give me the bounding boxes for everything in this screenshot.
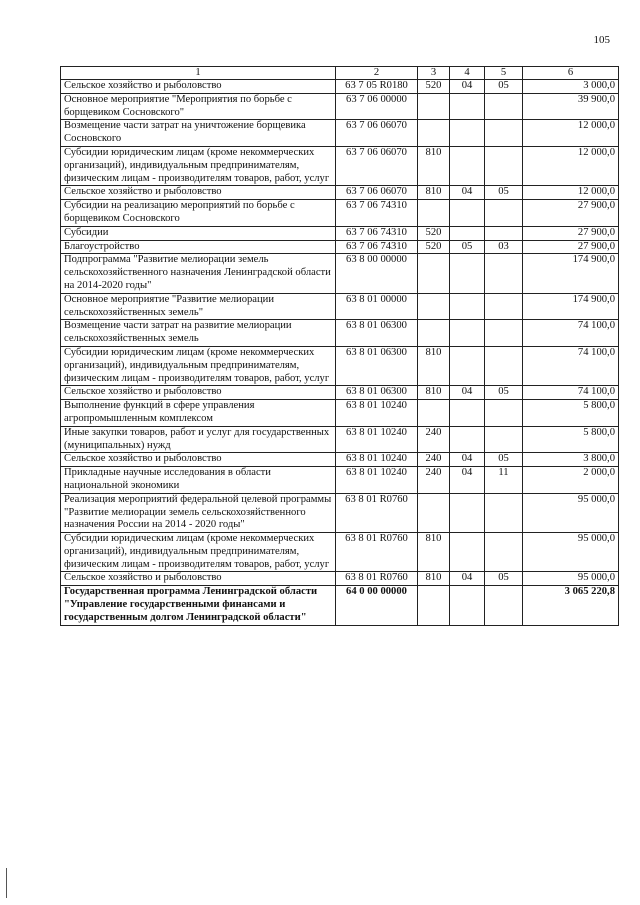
row-expense-type: 810 xyxy=(418,386,450,400)
row-section xyxy=(450,226,485,240)
row-amount: 3 000,0 xyxy=(523,80,619,94)
row-section xyxy=(450,254,485,293)
table-row xyxy=(61,240,619,254)
row-section xyxy=(450,533,485,572)
table-row xyxy=(61,200,619,227)
row-expense-type xyxy=(418,493,450,532)
row-section xyxy=(450,320,485,347)
table-row xyxy=(61,467,619,494)
column-header: 6 xyxy=(523,67,619,80)
row-code: 63 8 01 10240 xyxy=(336,400,418,427)
row-code: 63 7 06 06070 xyxy=(336,186,418,200)
budget-table xyxy=(60,66,619,626)
column-header: 3 xyxy=(418,67,450,80)
row-expense-type: 520 xyxy=(418,80,450,94)
row-subsection xyxy=(485,254,523,293)
row-name: Субсидии юридическим лицам (кроме некоммерческих организаций), индивидуальным предпринимателям, физическим лицам - производителям товаров, работ, услуг xyxy=(61,146,336,185)
table-row xyxy=(61,533,619,572)
table-row xyxy=(61,293,619,320)
row-section xyxy=(450,200,485,227)
row-subsection xyxy=(485,293,523,320)
table-row xyxy=(61,80,619,94)
row-name: Подпрограмма "Развитие мелиорации земель сельскохозяйственного назначения Ленинградской области на 2014-2020 годы" xyxy=(61,254,336,293)
row-name: Сельское хозяйство и рыболовство xyxy=(61,386,336,400)
row-code: 63 7 06 74310 xyxy=(336,240,418,254)
row-amount: 12 000,0 xyxy=(523,186,619,200)
row-name: Субсидии юридическим лицам (кроме некоммерческих организаций), индивидуальным предпринимателям, физическим лицам - производителям товаров, работ, услуг xyxy=(61,346,336,385)
row-expense-type xyxy=(418,200,450,227)
table-row xyxy=(61,254,619,293)
row-subsection: 11 xyxy=(485,467,523,494)
row-subsection: 03 xyxy=(485,240,523,254)
row-amount: 27 900,0 xyxy=(523,226,619,240)
column-number-row xyxy=(61,67,619,80)
row-section: 04 xyxy=(450,80,485,94)
row-name: Благоустройство xyxy=(61,240,336,254)
row-code: 63 7 06 74310 xyxy=(336,200,418,227)
row-amount: 74 100,0 xyxy=(523,320,619,347)
row-name: Основное мероприятие "Развитие мелиорации сельскохозяйственных земель" xyxy=(61,293,336,320)
row-amount: 27 900,0 xyxy=(523,240,619,254)
row-code: 63 8 00 00000 xyxy=(336,254,418,293)
row-name: Возмещение части затрат на уничтожение борщевика Сосновского xyxy=(61,120,336,147)
row-amount: 12 000,0 xyxy=(523,120,619,147)
row-expense-type: 520 xyxy=(418,240,450,254)
row-expense-type: 240 xyxy=(418,467,450,494)
row-subsection xyxy=(485,426,523,453)
row-code: 63 8 01 R0760 xyxy=(336,493,418,532)
table-row xyxy=(61,226,619,240)
row-subsection xyxy=(485,120,523,147)
row-expense-type xyxy=(418,586,450,625)
row-subsection xyxy=(485,400,523,427)
row-name: Субсидии юридическим лицам (кроме некоммерческих организаций), индивидуальным предпринимателям, физическим лицам - производителям товаров, работ, услуг xyxy=(61,533,336,572)
row-subsection xyxy=(485,93,523,120)
row-name: Государственная программа Ленинградской области "Управление государственными финансами и государственным долгом Ленинградской области" xyxy=(61,586,336,625)
row-section: 04 xyxy=(450,453,485,467)
row-subsection xyxy=(485,200,523,227)
row-code: 63 8 01 10240 xyxy=(336,467,418,494)
table-row xyxy=(61,426,619,453)
table-row xyxy=(61,93,619,120)
row-amount: 12 000,0 xyxy=(523,146,619,185)
column-header: 4 xyxy=(450,67,485,80)
table-row xyxy=(61,120,619,147)
table-row xyxy=(61,186,619,200)
row-name: Возмещение части затрат на развитие мелиорации сельскохозяйственных земель xyxy=(61,320,336,347)
scan-edge-mark xyxy=(6,868,7,898)
row-section xyxy=(450,493,485,532)
row-name: Реализация мероприятий федеральной целевой программы "Развитие мелиорации земель сельскохозяйственного назначения России на 2014 - 2020 годы" xyxy=(61,493,336,532)
row-subsection xyxy=(485,493,523,532)
row-section xyxy=(450,426,485,453)
row-subsection: 05 xyxy=(485,80,523,94)
row-expense-type: 810 xyxy=(418,533,450,572)
table-body xyxy=(61,80,619,626)
table-row xyxy=(61,586,619,625)
row-code: 63 7 06 06070 xyxy=(336,120,418,147)
row-name: Основное мероприятие "Мероприятия по борьбе с борщевиком Сосновского" xyxy=(61,93,336,120)
row-amount: 95 000,0 xyxy=(523,533,619,572)
row-amount: 39 900,0 xyxy=(523,93,619,120)
row-code: 63 7 06 00000 xyxy=(336,93,418,120)
row-expense-type xyxy=(418,320,450,347)
row-expense-type xyxy=(418,120,450,147)
row-code: 63 7 06 74310 xyxy=(336,226,418,240)
row-amount: 174 900,0 xyxy=(523,293,619,320)
row-amount: 27 900,0 xyxy=(523,200,619,227)
row-subsection: 05 xyxy=(485,386,523,400)
row-amount: 74 100,0 xyxy=(523,386,619,400)
row-code: 64 0 00 00000 xyxy=(336,586,418,625)
row-section xyxy=(450,146,485,185)
row-name: Выполнение функций в сфере управления агропромышленным комплексом xyxy=(61,400,336,427)
row-name: Субсидии xyxy=(61,226,336,240)
table-row xyxy=(61,386,619,400)
row-amount: 174 900,0 xyxy=(523,254,619,293)
row-subsection xyxy=(485,586,523,625)
row-code: 63 8 01 06300 xyxy=(336,346,418,385)
row-section xyxy=(450,93,485,120)
row-expense-type: 520 xyxy=(418,226,450,240)
row-section: 05 xyxy=(450,240,485,254)
table-row xyxy=(61,146,619,185)
row-code: 63 7 06 06070 xyxy=(336,146,418,185)
row-name: Сельское хозяйство и рыболовство xyxy=(61,186,336,200)
table-row xyxy=(61,453,619,467)
row-section: 04 xyxy=(450,572,485,586)
row-expense-type xyxy=(418,293,450,320)
row-expense-type: 810 xyxy=(418,186,450,200)
row-amount: 3 065 220,8 xyxy=(523,586,619,625)
row-code: 63 8 01 R0760 xyxy=(336,572,418,586)
row-section xyxy=(450,120,485,147)
table-row xyxy=(61,320,619,347)
row-section xyxy=(450,293,485,320)
row-name: Сельское хозяйство и рыболовство xyxy=(61,453,336,467)
row-amount: 95 000,0 xyxy=(523,493,619,532)
row-amount: 3 800,0 xyxy=(523,453,619,467)
row-amount: 74 100,0 xyxy=(523,346,619,385)
table-row xyxy=(61,346,619,385)
row-expense-type: 240 xyxy=(418,453,450,467)
row-subsection xyxy=(485,533,523,572)
column-header: 1 xyxy=(61,67,336,80)
row-code: 63 8 01 06300 xyxy=(336,386,418,400)
row-code: 63 8 01 00000 xyxy=(336,293,418,320)
row-expense-type: 810 xyxy=(418,572,450,586)
row-section: 04 xyxy=(450,186,485,200)
table-row xyxy=(61,493,619,532)
row-expense-type xyxy=(418,93,450,120)
row-expense-type xyxy=(418,400,450,427)
row-expense-type: 810 xyxy=(418,346,450,385)
row-section: 04 xyxy=(450,467,485,494)
row-subsection xyxy=(485,320,523,347)
table-row xyxy=(61,572,619,586)
row-amount: 5 800,0 xyxy=(523,400,619,427)
row-amount: 95 000,0 xyxy=(523,572,619,586)
column-header: 2 xyxy=(336,67,418,80)
row-section xyxy=(450,346,485,385)
row-name: Субсидии на реализацию мероприятий по борьбе с борщевиком Сосновского xyxy=(61,200,336,227)
row-expense-type: 810 xyxy=(418,146,450,185)
row-subsection: 05 xyxy=(485,186,523,200)
row-section: 04 xyxy=(450,386,485,400)
row-name: Иные закупки товаров, работ и услуг для государственных (муниципальных) нужд xyxy=(61,426,336,453)
row-subsection: 05 xyxy=(485,453,523,467)
row-amount: 2 000,0 xyxy=(523,467,619,494)
row-subsection: 05 xyxy=(485,572,523,586)
row-code: 63 8 01 06300 xyxy=(336,320,418,347)
row-code: 63 8 01 10240 xyxy=(336,426,418,453)
row-expense-type: 240 xyxy=(418,426,450,453)
row-code: 63 7 05 R0180 xyxy=(336,80,418,94)
row-section xyxy=(450,586,485,625)
row-expense-type xyxy=(418,254,450,293)
column-header: 5 xyxy=(485,67,523,80)
row-name: Прикладные научные исследования в области национальной экономики xyxy=(61,467,336,494)
row-code: 63 8 01 10240 xyxy=(336,453,418,467)
row-amount: 5 800,0 xyxy=(523,426,619,453)
table-row xyxy=(61,400,619,427)
row-name: Сельское хозяйство и рыболовство xyxy=(61,80,336,94)
row-subsection xyxy=(485,226,523,240)
row-section xyxy=(450,400,485,427)
row-code: 63 8 01 R0760 xyxy=(336,533,418,572)
page-number: 105 xyxy=(593,34,610,46)
row-name: Сельское хозяйство и рыболовство xyxy=(61,572,336,586)
row-subsection xyxy=(485,146,523,185)
row-subsection xyxy=(485,346,523,385)
